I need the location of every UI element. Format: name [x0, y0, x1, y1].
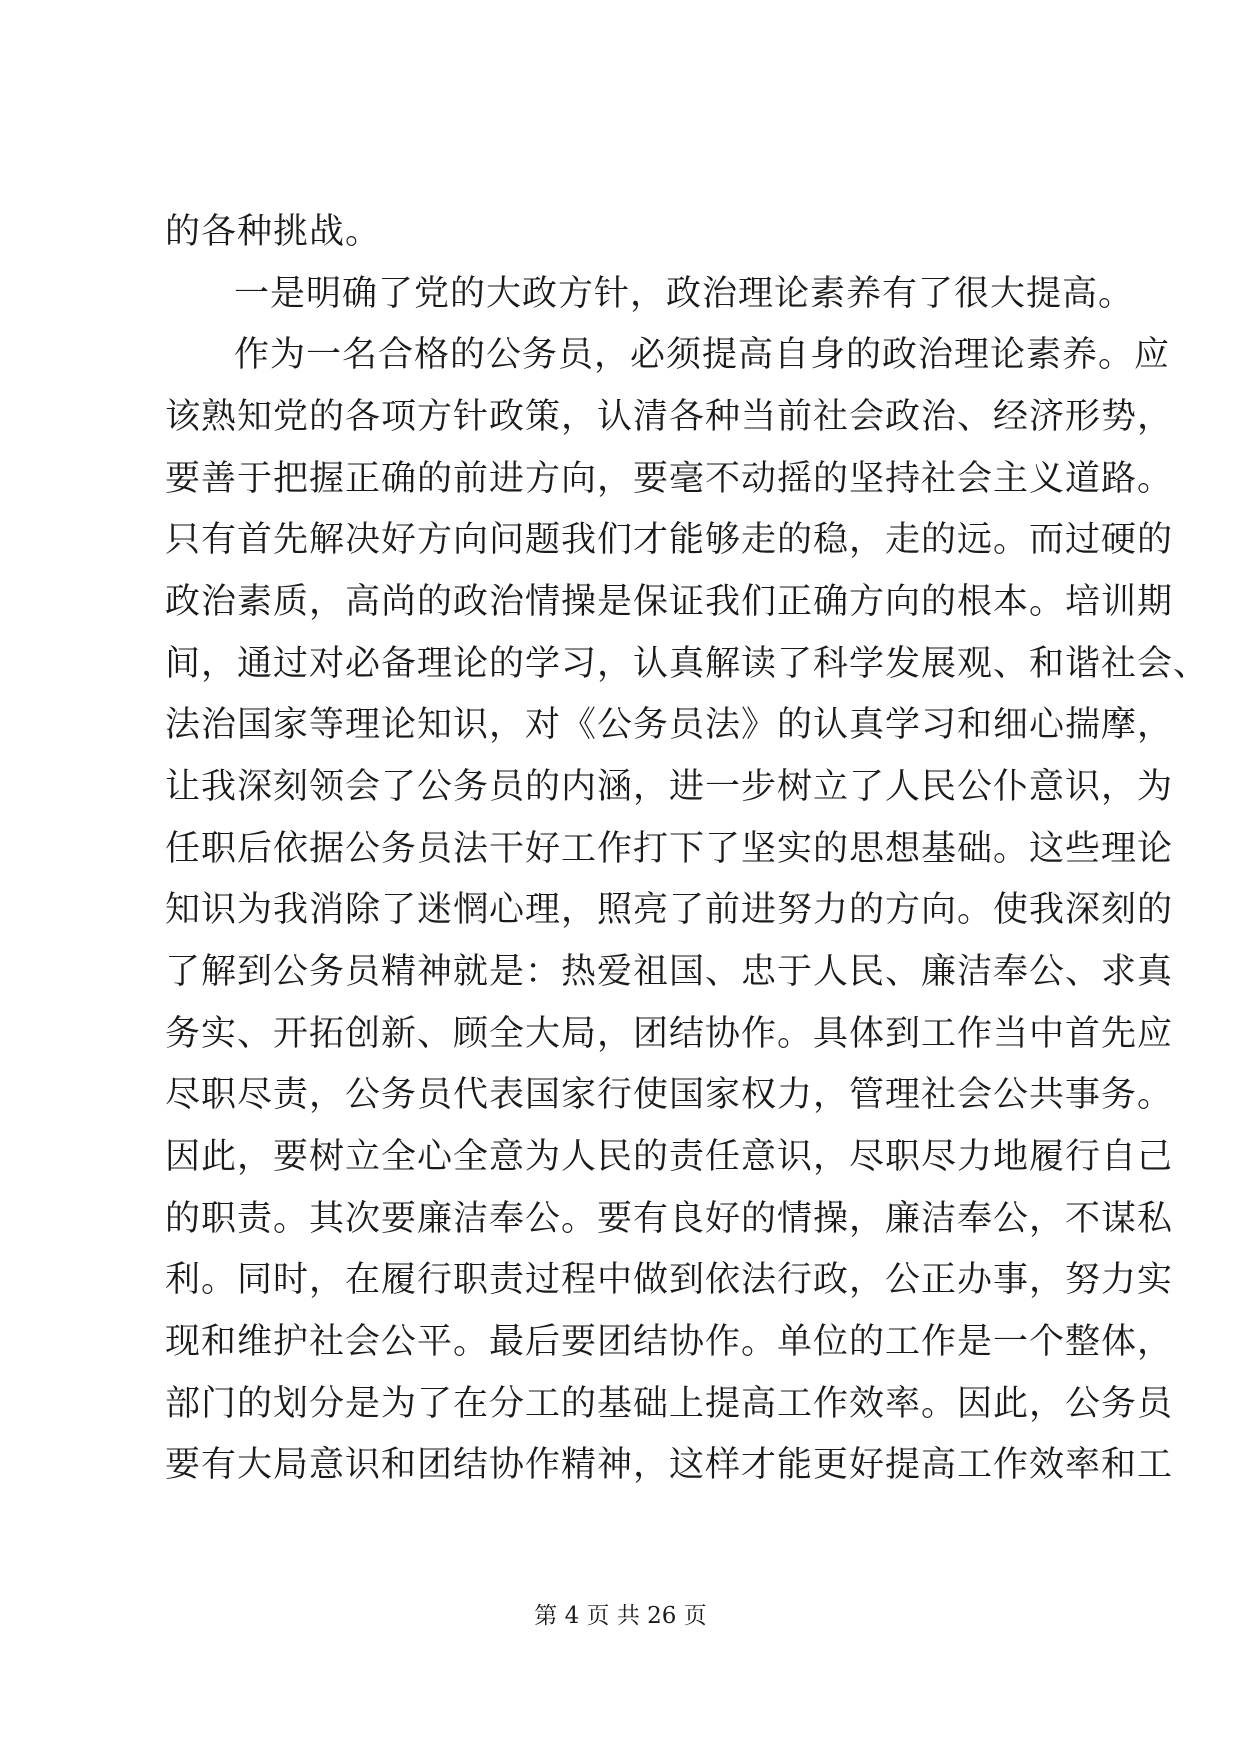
- text-line: 政治素质，高尚的政治情操是保证我们正确方向的根本。培训期: [165, 582, 1174, 622]
- text-line: 因此，要树立全心全意为人民的责任意识，尽职尽力地履行自己: [165, 1137, 1174, 1177]
- text-line: 利。同时，在履行职责过程中做到依法行政，公正办事，努力实: [165, 1260, 1174, 1300]
- text-line: 作为一名合格的公务员，必须提高自身的政治理论素养。应: [234, 335, 1171, 375]
- text-line: 的职责。其次要廉洁奉公。要有良好的情操，廉洁奉公，不谋私: [165, 1199, 1174, 1239]
- text-line: 法治国家等理论知识，对《公务员法》的认真学习和细心揣摩，: [165, 705, 1174, 745]
- text-line: 只有首先解决好方向问题我们才能够走的稳，走的远。而过硬的: [165, 520, 1174, 560]
- text-line: 要善于把握正确的前进方向，要毫不动摇的坚持社会主义道路。: [165, 459, 1174, 499]
- text-line: 任职后依据公务员法干好工作打下了坚实的思想基础。这些理论: [165, 829, 1174, 869]
- text-line: 该熟知党的各项方针政策，认清各种当前社会政治、经济形势，: [165, 397, 1174, 437]
- text-line: 尽职尽责，公务员代表国家行使国家权力，管理社会公共事务。: [165, 1075, 1174, 1115]
- text-line: 的各种挑战。: [165, 212, 382, 252]
- text-line: 部门的划分是为了在分工的基础上提高工作效率。因此，公务员: [165, 1384, 1174, 1424]
- text-line: 了解到公务员精神就是：热爱祖国、忠于人民、廉洁奉公、求真: [165, 952, 1174, 992]
- text-line: 一是明确了党的大政方针，政治理论素养有了很大提高。: [234, 274, 1135, 314]
- text-line: 间，通过对必备理论的学习，认真解读了科学发展观、和谐社会、: [165, 644, 1210, 684]
- text-line: 让我深刻领会了公务员的内涵，进一步树立了人民公仆意识，为: [165, 767, 1174, 807]
- text-line: 要有大局意识和团结协作精神，这样才能更好提高工作效率和工: [165, 1445, 1174, 1485]
- text-line: 务实、开拓创新、顾全大局，团结协作。具体到工作当中首先应: [165, 1014, 1174, 1054]
- page-number-footer: 第 4 页 共 26 页: [534, 1603, 707, 1629]
- text-line: 现和维护社会公平。最后要团结协作。单位的工作是一个整体，: [165, 1322, 1174, 1362]
- text-line: 知识为我消除了迷惘心理，照亮了前进努力的方向。使我深刻的: [165, 890, 1174, 930]
